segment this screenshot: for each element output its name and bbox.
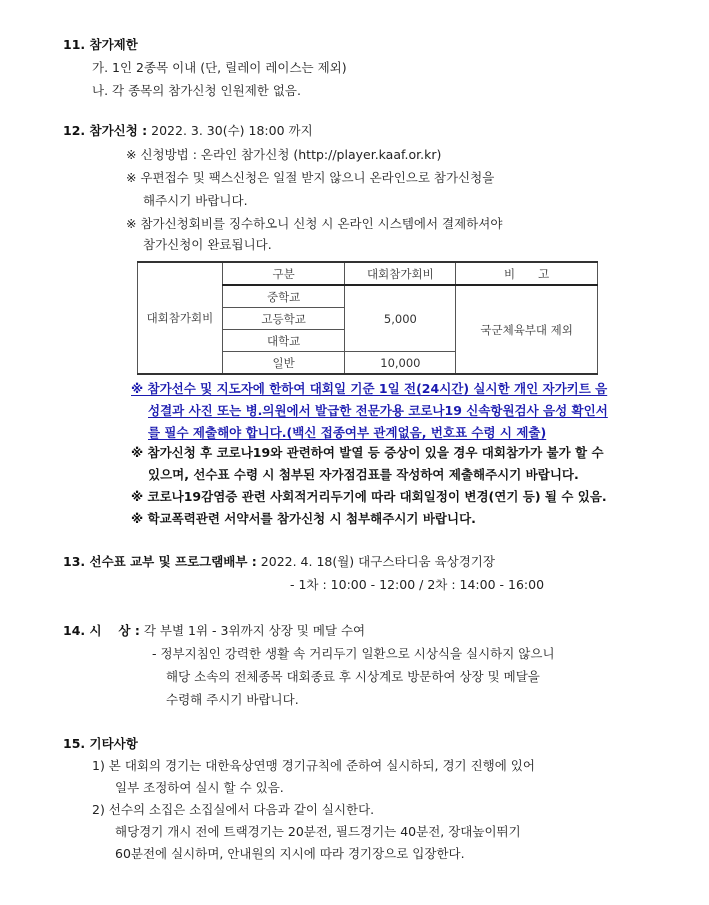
bold-notice: ※ 학교폭력관련 서약서를 참가신청 시 첨부해주시기 바랍니다.: [131, 511, 476, 526]
s14-value: 각 부별 1위 - 3위까지 상장 및 메달 수여: [143, 623, 366, 638]
section-13-title: 13. 선수표 교부 및 프로그램배부 :: [63, 554, 257, 569]
s14-line: - 정부지침인 강력한 생활 속 거리두기 일환으로 시상식을 실시하지 않으니: [152, 646, 555, 661]
s11-item: 나. 각 종목의 참가신청 인원제한 없음.: [92, 83, 301, 98]
table-header: 대회참가회비: [345, 262, 456, 285]
s12-note: 해주시기 바랍니다.: [143, 193, 248, 208]
s13-date: 2022. 4. 18(월) 대구스타디움 육상경기장: [260, 554, 495, 569]
s15-line: 일부 조정하여 실시 할 수 있음.: [115, 780, 284, 795]
covid-notice: 를 필수 제출해야 합니다.(백신 접종여부 관계없음, 번호표 수령 시 제출): [148, 425, 547, 440]
s12-note: ※ 신청방법 : 온라인 참가신청 (http://player.kaaf.or.kr): [126, 147, 442, 162]
s15-line: 해당경기 개시 전에 트랙경기는 20분전, 필드경기는 40분전, 장대높이뛰기: [115, 824, 521, 839]
section-13-heading: [63, 554, 495, 570]
bold-notice: ※ 참가신청 후 코로나19와 관련하여 발열 등 증상이 있을 경우 대회참가가 불가 할 수: [131, 445, 604, 460]
bold-notice: 있으며, 선수표 수령 시 첨부된 자가점검표를 작성하여 제출해주시기 바랍니다.: [148, 467, 579, 482]
covid-notice: 성결과 사진 또는 병.의원에서 발급한 전문가용 코로나19 신속항원검사 음성 확인서: [148, 403, 608, 418]
fee-cell: 5,000: [345, 285, 456, 352]
bold-notice: ※ 코로나19감염증 관련 사회적거리두기에 따라 대회일정이 변경(연기 등) 될 수 있음.: [131, 489, 607, 504]
s13-times: - 1차 : 10:00 - 12:00 / 2차 : 14:00 - 16:00: [290, 577, 545, 592]
section-15-title: 15. 기타사항: [63, 736, 138, 751]
s15-line: 2) 선수의 소집은 소집실에서 다음과 같이 실시한다.: [92, 802, 375, 817]
s11-item: 가. 1인 2종목 이내 (단, 릴레이 레이스는 제외): [92, 60, 347, 75]
category-cell: 중학교: [222, 285, 345, 308]
s14-line: 해당 소속의 전체종목 대회종료 후 시상계로 방문하여 상장 및 메달을: [166, 669, 540, 684]
s15-line: 1) 본 대회의 경기는 대한육상연맹 경기규칙에 준하여 실시하되, 경기 진행에 있어: [92, 758, 535, 773]
fee-table: [137, 261, 598, 375]
s14-line: 수령해 주시기 바랍니다.: [166, 692, 299, 707]
category-cell: 대학교: [222, 330, 345, 352]
section-14-title: 14. 시 상 :: [63, 623, 140, 638]
category-cell: 일반: [222, 352, 345, 375]
section-12-title: 12. 참가신청 :: [63, 123, 148, 138]
s12-note: ※ 우편접수 및 팩스신청은 일절 받지 않으니 온라인으로 참가신청을: [126, 170, 495, 185]
section-12-heading: [63, 123, 313, 139]
category-cell: 고등학교: [222, 308, 345, 330]
section-14-heading: [63, 623, 365, 639]
s15-line: 60분전에 실시하며, 안내원의 지시에 따라 경기장으로 입장한다.: [115, 846, 465, 861]
s12-note: ※ 참가신청회비를 징수하오니 신청 시 온라인 시스템에서 결제하셔야: [126, 216, 503, 231]
remark-cell: 국군체육부대 제외: [456, 285, 598, 374]
s12-note: 참가신청이 완료됩니다.: [143, 237, 272, 252]
fee-row-label: 대회참가회비: [138, 262, 223, 374]
fee-cell: 10,000: [345, 352, 456, 375]
s12-deadline: 2022. 3. 30(수) 18:00 까지: [151, 123, 313, 138]
covid-notice: ※ 참가선수 및 지도자에 한하여 대회일 기준 1일 전(24시간) 실시한 개인 자가키트 음: [131, 381, 608, 396]
section-11-title: 11. 참가제한: [63, 37, 138, 52]
table-header: 비 고: [456, 262, 598, 285]
table-header: 구분: [222, 262, 345, 285]
